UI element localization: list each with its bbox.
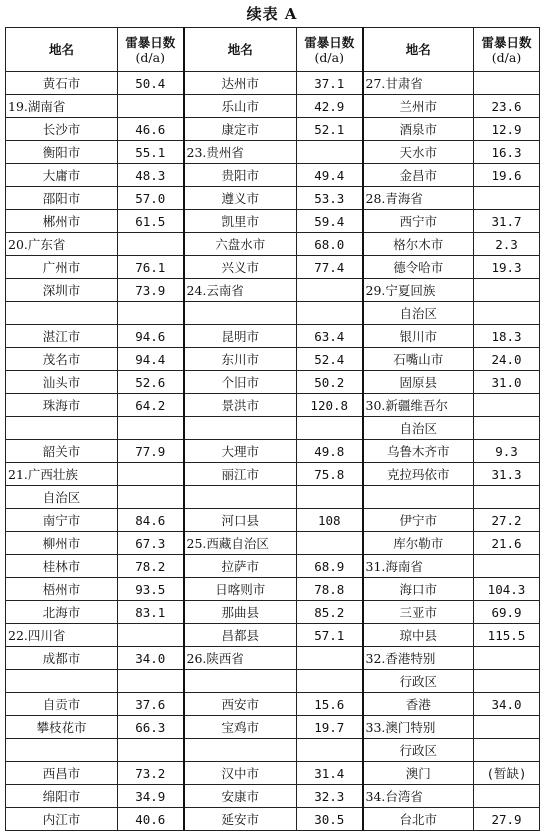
table-row: [6, 325, 540, 348]
city-name: 贵阳市: [184, 164, 297, 187]
header-days-label: 雷暴日数: [125, 34, 176, 50]
thunder-days-value: 77.4: [297, 256, 363, 279]
city-name: 丽江市: [184, 463, 297, 486]
city-name: 酒泉市: [363, 118, 474, 141]
thunder-days-value: 30.5: [297, 808, 363, 831]
table-row: [6, 141, 540, 164]
table-row: [6, 417, 540, 440]
thunder-days-value: 31.7: [474, 210, 540, 233]
thunder-days-value: [297, 486, 363, 509]
city-name: 北海市: [6, 601, 118, 624]
city-name: 金昌市: [363, 164, 474, 187]
empty-cell: [297, 279, 363, 302]
city-name: 兰州市: [363, 95, 474, 118]
thunder-days-value: [297, 417, 363, 440]
thunder-days-value: 57.0: [118, 187, 184, 210]
thunder-days-value: 59.4: [297, 210, 363, 233]
thunder-days-value: 53.3: [297, 187, 363, 210]
empty-cell: [474, 187, 540, 210]
thunder-days-value: 77.9: [118, 440, 184, 463]
empty-cell: [297, 141, 363, 164]
city-name: 昆明市: [184, 325, 297, 348]
thunder-days-value: 63.4: [297, 325, 363, 348]
province-label: 21.广西壮族: [6, 463, 118, 486]
province-label: 23.贵州省: [184, 141, 297, 164]
empty-cell: [474, 302, 540, 325]
table-row: [6, 601, 540, 624]
table-row: [6, 532, 540, 555]
province-label: 28.青海省: [363, 187, 474, 210]
thunder-days-value: 31.4: [297, 762, 363, 785]
province-label: 32.香港特别: [363, 647, 474, 670]
province-label: 30.新疆维吾尔: [363, 394, 474, 417]
thunder-days-value: 49.4: [297, 164, 363, 187]
city-name: 韶关市: [6, 440, 118, 463]
empty-cell: [474, 555, 540, 578]
city-name: 长沙市: [6, 118, 118, 141]
empty-cell: [474, 279, 540, 302]
thunder-days-value: 50.4: [118, 72, 184, 95]
city-name: 乌鲁木齐市: [363, 440, 474, 463]
province-label: 24.云南省: [184, 279, 297, 302]
thunder-days-value: 108: [297, 509, 363, 532]
empty-cell: [297, 647, 363, 670]
city-name: 大理市: [184, 440, 297, 463]
thunder-days-value: 27.2: [474, 509, 540, 532]
table-row: [6, 440, 540, 463]
city-name: 宝鸡市: [184, 716, 297, 739]
city-name: 广州市: [6, 256, 118, 279]
city-name: 天水市: [363, 141, 474, 164]
city-name: 河口县: [184, 509, 297, 532]
province-label: 34.台湾省: [363, 785, 474, 808]
city-name: 湛江市: [6, 325, 118, 348]
city-name: [6, 739, 118, 762]
thunder-days-value: [297, 739, 363, 762]
city-name: 银川市: [363, 325, 474, 348]
thunder-days-value: 66.3: [118, 716, 184, 739]
city-name: 桂林市: [6, 555, 118, 578]
thunder-days-value: 68.0: [297, 233, 363, 256]
thunder-days-value: 42.9: [297, 95, 363, 118]
thunder-days-value: 93.5: [118, 578, 184, 601]
city-name: 黄石市: [6, 72, 118, 95]
province-label: 自治区: [363, 417, 474, 440]
thunder-days-value: 46.6: [118, 118, 184, 141]
thunder-days-value: 2.3: [474, 233, 540, 256]
city-name: 格尔木市: [363, 233, 474, 256]
header-days-unit: (d/a): [491, 49, 522, 65]
city-name: 绵阳市: [6, 785, 118, 808]
thunder-days-value: 120.8: [297, 394, 363, 417]
city-name: 西昌市: [6, 762, 118, 785]
table-row: [6, 785, 540, 808]
thunder-days-value: 49.8: [297, 440, 363, 463]
province-label: 33.澳门特别: [363, 716, 474, 739]
city-name: 郴州市: [6, 210, 118, 233]
city-name: 海口市: [363, 578, 474, 601]
table-row: [6, 509, 540, 532]
thunder-days-value: 31.3: [474, 463, 540, 486]
thunder-days-value: 52.1: [297, 118, 363, 141]
empty-cell: [118, 624, 184, 647]
city-name: 石嘴山市: [363, 348, 474, 371]
empty-cell: [118, 233, 184, 256]
thunder-days-value: 34.0: [118, 647, 184, 670]
thunder-days-value: 15.6: [297, 693, 363, 716]
thunder-days-value: 40.6: [118, 808, 184, 831]
header-days-unit: (d/a): [314, 49, 344, 65]
thunder-days-value: 34.0: [474, 693, 540, 716]
city-name: 澳门: [363, 762, 474, 785]
header-name: 地名: [184, 28, 297, 72]
thunder-days-value: [118, 417, 184, 440]
province-label: 31.海南省: [363, 555, 474, 578]
empty-cell: [474, 394, 540, 417]
thunder-days-value: 104.3: [474, 578, 540, 601]
city-name: 自贡市: [6, 693, 118, 716]
table-row: [6, 555, 540, 578]
thunder-days-value: 76.1: [118, 256, 184, 279]
table-row: [6, 95, 540, 118]
city-name: 克拉玛依市: [363, 463, 474, 486]
province-label: 20.广东省: [6, 233, 118, 256]
city-name: 那曲县: [184, 601, 297, 624]
thunderstorm-days-table: [5, 27, 540, 831]
province-label: 自治区: [6, 486, 118, 509]
table-row: [6, 486, 540, 509]
thunder-days-value: 94.4: [118, 348, 184, 371]
header-name: 地名: [6, 28, 118, 72]
city-name: 固原县: [363, 371, 474, 394]
thunder-days-value: 57.1: [297, 624, 363, 647]
city-name: 珠海市: [6, 394, 118, 417]
table-row: [6, 279, 540, 302]
city-name: 库尔勒市: [363, 532, 474, 555]
city-name: 日喀则市: [184, 578, 297, 601]
thunder-days-value: 12.9: [474, 118, 540, 141]
thunder-days-value: 94.6: [118, 325, 184, 348]
city-name: 东川市: [184, 348, 297, 371]
thunder-days-value: 68.9: [297, 555, 363, 578]
city-name: 景洪市: [184, 394, 297, 417]
thunder-days-value: 31.0: [474, 371, 540, 394]
table-row: [6, 624, 540, 647]
header-days: [118, 28, 184, 72]
city-name: 西安市: [184, 693, 297, 716]
province-label: 行政区: [363, 670, 474, 693]
city-name: 乐山市: [184, 95, 297, 118]
thunder-days-value: 37.1: [297, 72, 363, 95]
thunder-days-value: 73.2: [118, 762, 184, 785]
table-row: [6, 118, 540, 141]
province-label: 19.湖南省: [6, 95, 118, 118]
province-label: 29.宁夏回族: [363, 279, 474, 302]
thunder-days-value: [474, 486, 540, 509]
city-name: 德令哈市: [363, 256, 474, 279]
empty-cell: [118, 95, 184, 118]
header-row: [6, 28, 540, 72]
city-name: 深圳市: [6, 279, 118, 302]
table-row: [6, 233, 540, 256]
header-days: [297, 28, 363, 72]
thunder-days-value: 61.5: [118, 210, 184, 233]
header-name: 地名: [363, 28, 474, 72]
city-name: 内江市: [6, 808, 118, 831]
table-row: [6, 693, 540, 716]
table-row: [6, 578, 540, 601]
city-name: 邵阳市: [6, 187, 118, 210]
table-row: [6, 716, 540, 739]
city-name: 香港: [363, 693, 474, 716]
thunder-days-value: [118, 302, 184, 325]
city-name: 延安市: [184, 808, 297, 831]
table-row: [6, 808, 540, 831]
city-name: 凯里市: [184, 210, 297, 233]
city-name: [6, 302, 118, 325]
thunder-days-value: 32.3: [297, 785, 363, 808]
thunder-days-value: 67.3: [118, 532, 184, 555]
province-label: 行政区: [363, 739, 474, 762]
thunder-days-value: 55.1: [118, 141, 184, 164]
table-row: [6, 256, 540, 279]
thunder-days-value: [297, 670, 363, 693]
table-row: [6, 463, 540, 486]
thunder-days-value: 37.6: [118, 693, 184, 716]
header-days-label: 雷暴日数: [304, 34, 355, 50]
thunder-days-value: 78.8: [297, 578, 363, 601]
empty-cell: [118, 486, 184, 509]
thunder-days-value: 73.9: [118, 279, 184, 302]
province-label: 自治区: [363, 302, 474, 325]
thunder-days-value: 75.8: [297, 463, 363, 486]
table-row: [6, 762, 540, 785]
city-name: 遵义市: [184, 187, 297, 210]
province-label: 27.甘肃省: [363, 72, 474, 95]
thunder-days-value: 24.0: [474, 348, 540, 371]
table-row: [6, 371, 540, 394]
city-name: 康定市: [184, 118, 297, 141]
thunder-days-value: 64.2: [118, 394, 184, 417]
city-name: 汉中市: [184, 762, 297, 785]
thunder-days-value: [118, 670, 184, 693]
empty-cell: [474, 670, 540, 693]
city-name: 成都市: [6, 647, 118, 670]
province-label: 25.西藏自治区: [184, 532, 297, 555]
thunder-days-value: 84.6: [118, 509, 184, 532]
thunder-days-value: 9.3: [474, 440, 540, 463]
city-name: 拉萨市: [184, 555, 297, 578]
thunder-days-value: 78.2: [118, 555, 184, 578]
thunder-days-value: 34.9: [118, 785, 184, 808]
empty-cell: [297, 532, 363, 555]
city-name: 茂名市: [6, 348, 118, 371]
city-name: 安康市: [184, 785, 297, 808]
city-name: [184, 486, 297, 509]
table-row: [6, 187, 540, 210]
thunder-days-value: 21.6: [474, 532, 540, 555]
thunder-days-value: (暂缺): [474, 762, 540, 785]
empty-cell: [474, 716, 540, 739]
city-name: [6, 417, 118, 440]
thunder-days-value: 16.3: [474, 141, 540, 164]
city-name: 南宁市: [6, 509, 118, 532]
city-name: 伊宁市: [363, 509, 474, 532]
city-name: 个旧市: [184, 371, 297, 394]
empty-cell: [474, 739, 540, 762]
city-name: 兴义市: [184, 256, 297, 279]
city-name: [184, 417, 297, 440]
city-name: [184, 670, 297, 693]
city-name: 大庸市: [6, 164, 118, 187]
city-name: 台北市: [363, 808, 474, 831]
thunder-days-value: 69.9: [474, 601, 540, 624]
city-name: 昌都县: [184, 624, 297, 647]
thunder-days-value: 52.6: [118, 371, 184, 394]
table-row: [6, 210, 540, 233]
thunder-days-value: 115.5: [474, 624, 540, 647]
thunder-days-value: 27.9: [474, 808, 540, 831]
city-name: [184, 302, 297, 325]
table-row: [6, 72, 540, 95]
thunder-days-value: 48.3: [118, 164, 184, 187]
table-row: [6, 670, 540, 693]
empty-cell: [118, 463, 184, 486]
table-row: [6, 302, 540, 325]
city-name: 柳州市: [6, 532, 118, 555]
thunder-days-value: 19.6: [474, 164, 540, 187]
thunder-days-value: 19.7: [297, 716, 363, 739]
city-name: [184, 739, 297, 762]
province-label: 26.陕西省: [184, 647, 297, 670]
empty-cell: [474, 417, 540, 440]
table-row: [6, 739, 540, 762]
thunder-days-value: 83.1: [118, 601, 184, 624]
header-days: [474, 28, 540, 72]
thunder-days-value: [297, 302, 363, 325]
thunder-days-value: 50.2: [297, 371, 363, 394]
thunder-days-value: 23.6: [474, 95, 540, 118]
city-name: [363, 486, 474, 509]
thunder-days-value: 52.4: [297, 348, 363, 371]
city-name: [6, 670, 118, 693]
table-row: [6, 348, 540, 371]
thunder-days-value: 18.3: [474, 325, 540, 348]
header-days-label: 雷暴日数: [481, 34, 532, 50]
thunder-days-value: 19.3: [474, 256, 540, 279]
city-name: 六盘水市: [184, 233, 297, 256]
table-row: [6, 164, 540, 187]
city-name: 三亚市: [363, 601, 474, 624]
table-title: 续表 A: [246, 5, 298, 23]
city-name: 梧州市: [6, 578, 118, 601]
table-row: [6, 394, 540, 417]
city-name: 汕头市: [6, 371, 118, 394]
city-name: 攀枝花市: [6, 716, 118, 739]
city-name: 西宁市: [363, 210, 474, 233]
province-label: 22.四川省: [6, 624, 118, 647]
header-days-unit: (d/a): [135, 49, 165, 65]
empty-cell: [474, 647, 540, 670]
city-name: 衡阳市: [6, 141, 118, 164]
thunder-days-value: [118, 739, 184, 762]
city-name: 达州市: [184, 72, 297, 95]
thunder-days-value: 85.2: [297, 601, 363, 624]
city-name: 琼中县: [363, 624, 474, 647]
empty-cell: [474, 72, 540, 95]
table-row: [6, 647, 540, 670]
empty-cell: [474, 785, 540, 808]
